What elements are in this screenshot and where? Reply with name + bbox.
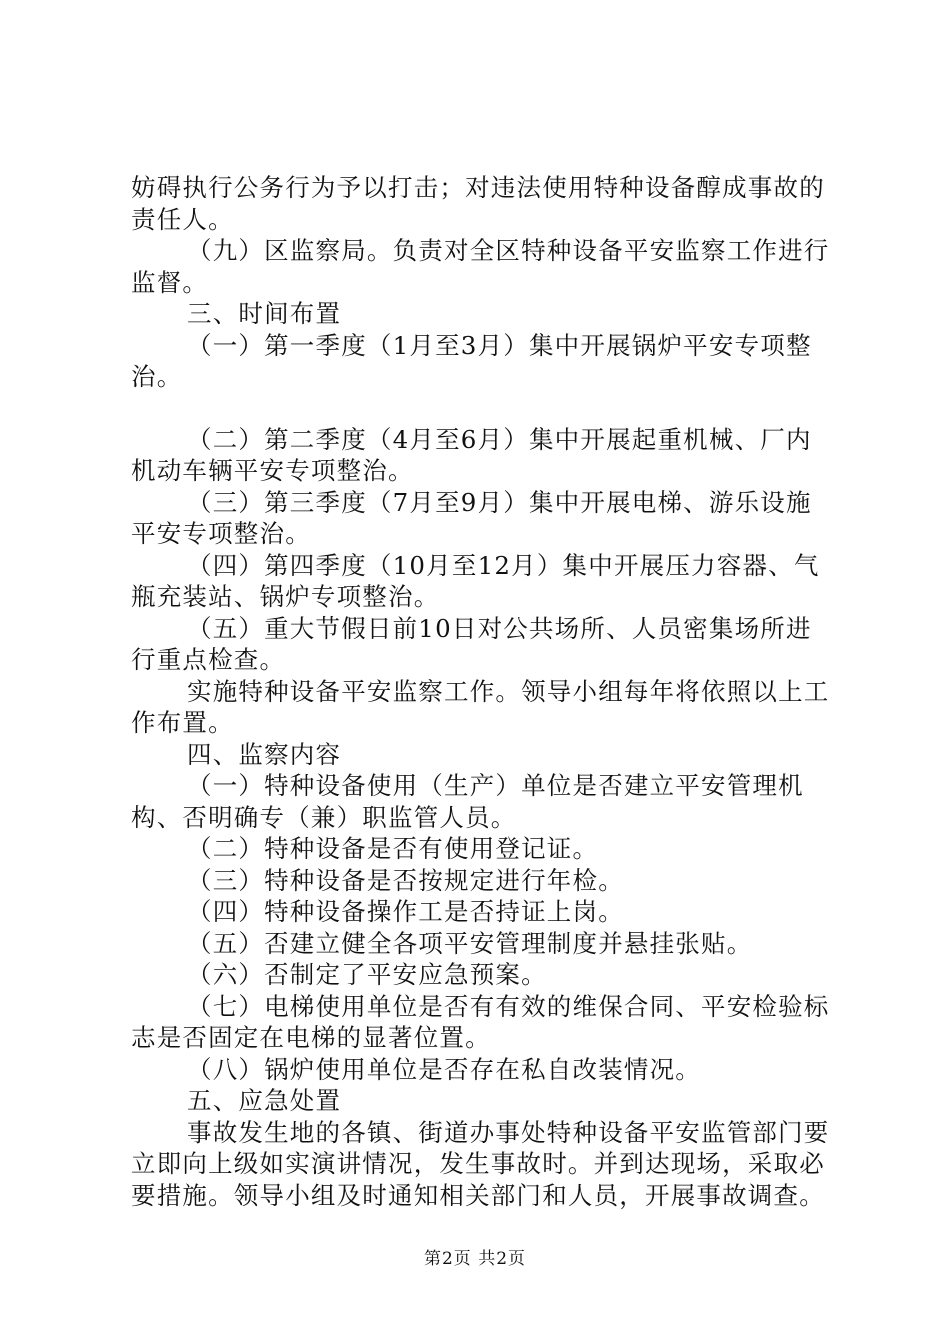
paragraph: （五）重大节假日前10日对公共场所、人员密集场所进行重点检查。 <box>131 613 812 674</box>
paragraph: 实施特种设备平安监察工作。领导小组每年将依照以上工作布置。 <box>131 676 830 737</box>
paragraph: （一）第一季度（1月至3月）集中开展锅炉平安专项整治。 <box>131 330 812 391</box>
paragraph: （三）第三季度（7月至9月）集中开展电梯、游乐设施平安专项整治。 <box>131 487 812 548</box>
paragraph: 妨碍执行公务行为予以打击；对违法使用特种设备醇成事故的责任人。 <box>131 173 825 234</box>
paragraph: 五、应急处置 <box>187 1086 342 1115</box>
paragraph: （二）特种设备是否有使用登记证。 <box>187 834 599 863</box>
page-footer: 第2页 共2页 <box>423 1249 527 1269</box>
paragraph: 四、监察内容 <box>187 739 342 769</box>
paragraph: （八）锅炉使用单位是否存在私自改装情况。 <box>187 1054 701 1084</box>
document-body <box>131 172 831 1211</box>
paragraph: （二）第二季度（4月至6月）集中开展起重机械、厂内机动车辆平安专项整治。 <box>131 424 812 485</box>
paragraph: （五）否建立健全各项平安管理制度并悬挂张贴。 <box>187 928 753 958</box>
paragraph: （四）第四季度（10月至12月）集中开展压力容器、气瓶充装站、锅炉专项整治。 <box>131 550 820 611</box>
paragraph: （七）电梯使用单位是否有有效的维保合同、平安检验标志是否固定在电梯的显著位置。 <box>131 991 830 1052</box>
paragraph: 事故发生地的各镇、街道办事处特种设备平安监管部门要立即向上级如实演讲情况，发生事故时。并到达现场，采取必要措施。领导小组及时通知相关部门和人员，开展事故调查。 <box>131 1117 830 1210</box>
paragraph: （四）特种设备操作工是否持证上岗。 <box>187 897 624 926</box>
paragraph: （九）区监察局。负责对全区特种设备平安监察工作进行监督。 <box>131 236 830 297</box>
paragraph: 三、时间布置 <box>187 299 342 328</box>
paragraph: （六）否制定了平安应急预案。 <box>187 960 547 989</box>
paragraph: （一）特种设备使用（生产）单位是否建立平安管理机构、否明确专（兼）职监管人员。 <box>131 771 804 832</box>
paragraph: （三）特种设备是否按规定进行年检。 <box>187 865 624 895</box>
paragraph-gap <box>131 393 831 424</box>
